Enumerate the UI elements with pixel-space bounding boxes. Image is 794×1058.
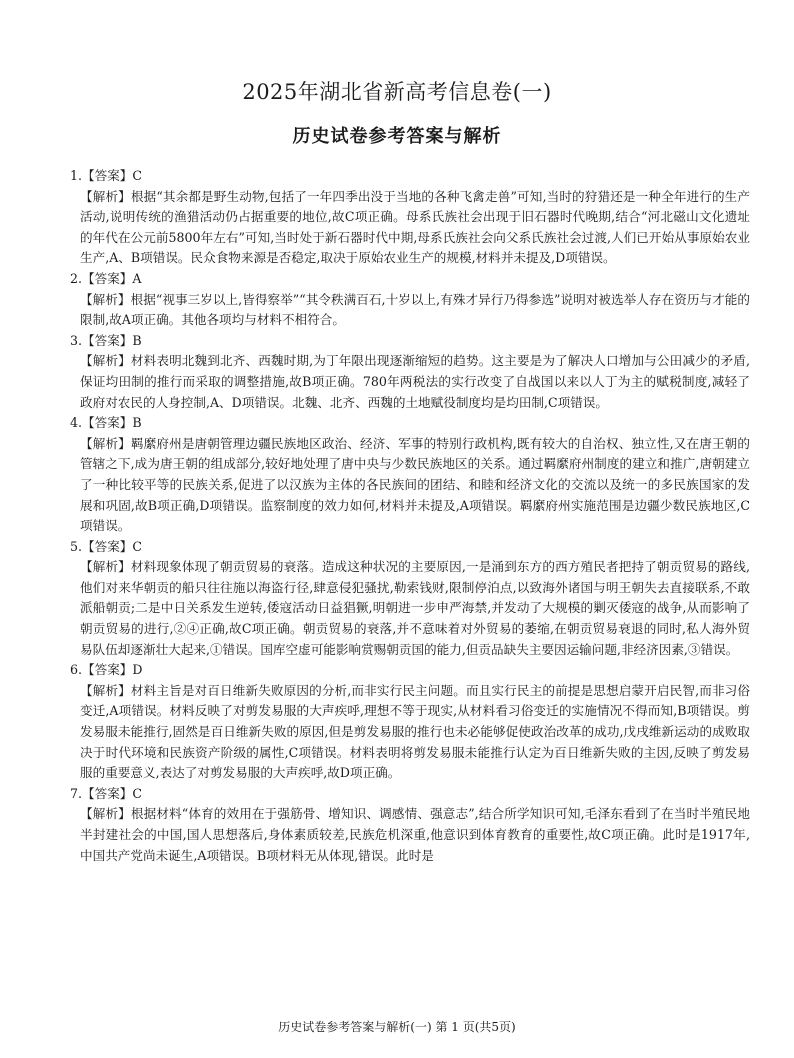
analysis-text: 【解析】根据材料“体育的效用在于强筋骨、增知识、调感情、强意志”,结合所学知识可知,毛泽东看到了在当时半殖民地半封建社会的中国,国人思想落后,身体素质较差,民族危机深重,他意识到体育教育的重要性,故C项正确。此时是1917年,中国共产党尚未诞生,A项错误。B项材料无从体现,错误。此时是 [80, 806, 750, 863]
analysis-text: 【解析】根据“其余都是野生动物,包括了一年四季出没于当地的各种飞禽走兽”可知,当时的狩猎还是一种全年进行的生产活动,说明传统的渔猎活动仍占据重要的地位,故C项正确。母系氏族社会出现于旧石器时代晚期,结合“河北磁山文化遗址的年代在公元前5800年左右”可知,当时处于新石器时代中期,母系氏族社会向父系氏族社会过渡,人们已开始从事原始农业生产,A、B项错误。民众食物来源是否稳定,取决于原始农业生产的规模,材料并未提及,D项错误。 [80, 188, 750, 266]
page-footer: 历史试卷参考答案与解析(一) 第 1 页(共5页) [278, 1020, 516, 1034]
analysis-text: 【解析】羁縻府州是唐朝管理边疆民族地区政治、经济、军事的特别行政机构,既有较大的自治权、独立性,又在唐王朝的管辖之下,成为唐王朝的组成部分,较好地处理了唐中央与少数民族地区的关系。通过羁縻府州制度的建立和推广,唐朝建立了一种比较平等的民族关系,促进了以汉族为主体的各民族间的团结、和睦和经济文化的交流以及统一的多民族国家的发展和巩固,故B项正确,D项错误。监察制度的效力如何,材料并未提及,A项错误。羁縻府州实施范围是边疆少数民族地区,C项错误。 [80, 435, 750, 534]
answer-line: 1.【答案】C [70, 168, 143, 183]
question-2 [70, 269, 750, 331]
answer-line: 7.【答案】C [70, 785, 143, 801]
answer-line: 2.【答案】A [70, 270, 142, 286]
page-subtitle: 历史试卷参考答案与解析 [292, 126, 502, 147]
analysis-text: 【解析】材料现象体现了朝贡贸易的衰落。造成这种状况的主要原因,一是涌到东方的西方殖民者把持了朝贡贸易的路线,他们对来华朝贡的船只往往施以海盗行径,肆意侵犯骚扰,勒索钱财,限制停泊点,以致海外诸国与明王朝失去直接联系,不敢派船朝贡;二是中日关系发生逆转,倭寇活动日益猖獗,明朝进一步申严海禁,并发动了大规模的剿灭倭寇的战争,从而影响了朝贡贸易的进行,②④正确,故C项正确。朝贡贸易的衰落,并不意味着对外贸易的萎缩,在朝贡贸易衰退的同时,私人海外贸易队伍却逐渐壮大起来,①错误。国库空虚可能影响赏赐朝贡国的能力,但贡品缺失主要因运输问题,非经济因素,③错误。 [80, 559, 750, 657]
answer-line: 3.【答案】B [70, 332, 142, 348]
question-6 [70, 660, 750, 784]
question-4 [70, 413, 750, 537]
page-title: 2025年湖北省新高考信息卷(一) [242, 80, 552, 104]
answer-line: 4.【答案】B [70, 415, 142, 431]
question-5 [70, 537, 750, 661]
answer-line: 6.【答案】D [70, 662, 143, 678]
question-7 [70, 784, 750, 866]
answer-content [70, 166, 750, 866]
analysis-text: 【解析】材料表明北魏到北齐、西魏时期,为丁年限出现逐渐缩短的趋势。这主要是为了解决人口增加与公田减少的矛盾,保证均田制的推行而采取的调整措施,故B项正确。780年两税法的实行改变了自战国以来以人丁为主的赋税制度,减轻了政府对农民的人身控制,A、D项错误。北魏、北齐、西魏的土地赋役制度均是均田制,C项错误。 [80, 353, 750, 410]
analysis-text: 【解析】材料主旨是对百日维新失败原因的分析,而非实行民主问题。而且实行民主的前提是思想启蒙开启民智,而非习俗变迁,A项错误。材料反映了对剪发易服的大声疾呼,理想不等于现实,从材料看习俗变迁的实施情况不得而知,B项错误。剪发易服未能推行,固然是百日维新失败的原因,但是剪发易服的推行也未必能够促使政治改革的成功,戊戌维新运动的成败取决于时代环境和民族资产阶级的属性,C项错误。材料表明将剪发易服未能推行认定为百日维新失败的主因,反映了剪发易服的重要意义,表达了对剪发易服的大声疾呼,故D项正确。 [80, 682, 750, 781]
question-3 [70, 331, 750, 413]
analysis-text: 【解析】根据“视事三岁以上,皆得察举”“其令秩满百石,十岁以上,有殊才异行乃得参选”说明对被选举人存在资历与才能的限制,故A项正确。其他各项均与材料不相符合。 [80, 291, 750, 328]
answer-line: 5.【答案】C [70, 538, 143, 554]
question-1 [70, 166, 750, 269]
